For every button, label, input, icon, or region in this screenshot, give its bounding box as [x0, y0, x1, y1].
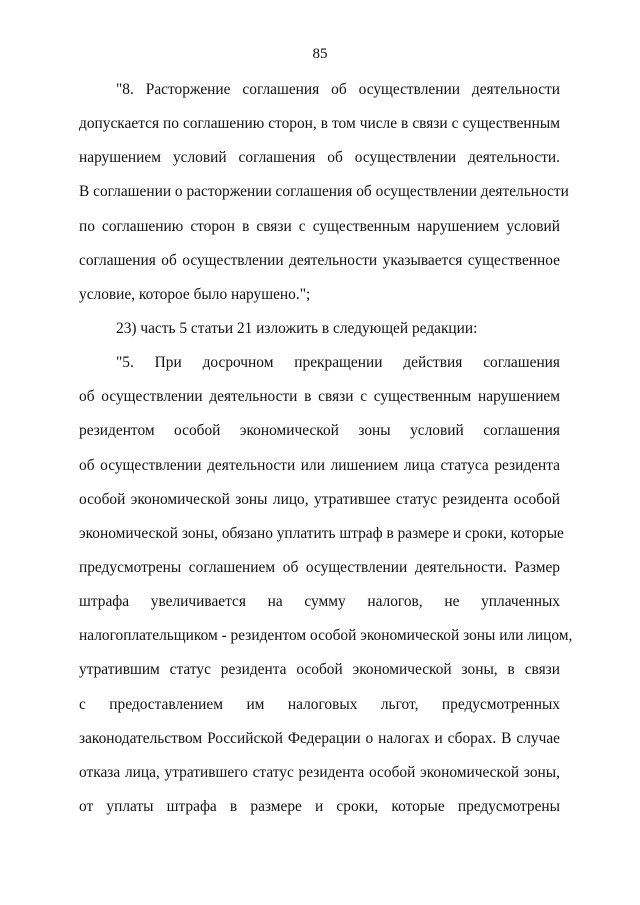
- text-line: соглашения об осуществлении деятельности указывается существенное: [79, 251, 560, 269]
- text-line: В соглашении о расторжении соглашения об осуществлении деятельности: [79, 183, 569, 201]
- page-number: 85: [312, 46, 328, 62]
- text-line: с предоставлением им налоговых льгот, предусмотренных: [79, 695, 560, 713]
- text-line: "8. Расторжение соглашения об осуществлении деятельности: [116, 81, 560, 98]
- text-line: нарушением условий соглашения об осуществлении деятельности.: [79, 149, 560, 167]
- text-line: резидентом особой экономической зоны условий соглашения: [79, 422, 560, 440]
- text-line: от уплаты штрафа в размере и сроки, которые предусмотрены: [79, 797, 560, 815]
- text-line: отказа лица, утратившего статус резидента особой экономической зоны,: [79, 763, 560, 781]
- text-line: 23) часть 5 статьи 21 изложить в следующей редакции:: [116, 319, 478, 337]
- text-line: утратившим статус резидента особой экономической зоны, в связи: [79, 661, 560, 679]
- text-line: предусмотрены соглашением об осуществлении деятельности. Размер: [79, 558, 560, 576]
- text-line: особой экономической зоны лицо, утратившее статус резидента особой: [79, 490, 560, 508]
- text-line: экономической зоны, обязано уплатить штраф в размере и сроки, которые: [79, 524, 564, 542]
- document-body: [79, 78, 573, 829]
- text-line: об осуществлении деятельности в связи с существенным нарушением: [79, 388, 560, 406]
- text-line: по соглашению сторон в связи с существенным нарушением условий: [79, 217, 560, 235]
- text-line: "5. При досрочном прекращении действия соглашения: [116, 354, 560, 372]
- text-line: об осуществлении деятельности или лишением лица статуса резидента: [79, 456, 560, 474]
- text-line: законодательством Российской Федерации о налогах и сборах. В случае: [79, 729, 560, 747]
- text-line: налогоплательщиком - резидентом особой экономической зоны или лицом,: [79, 627, 573, 645]
- text-line: условие, которое было нарушено.";: [79, 285, 311, 303]
- text-line: допускается по соглашению сторон, в том числе в связи с существенным: [79, 115, 560, 133]
- text-line: штрафа увеличивается на сумму налогов, не уплаченных: [79, 593, 560, 611]
